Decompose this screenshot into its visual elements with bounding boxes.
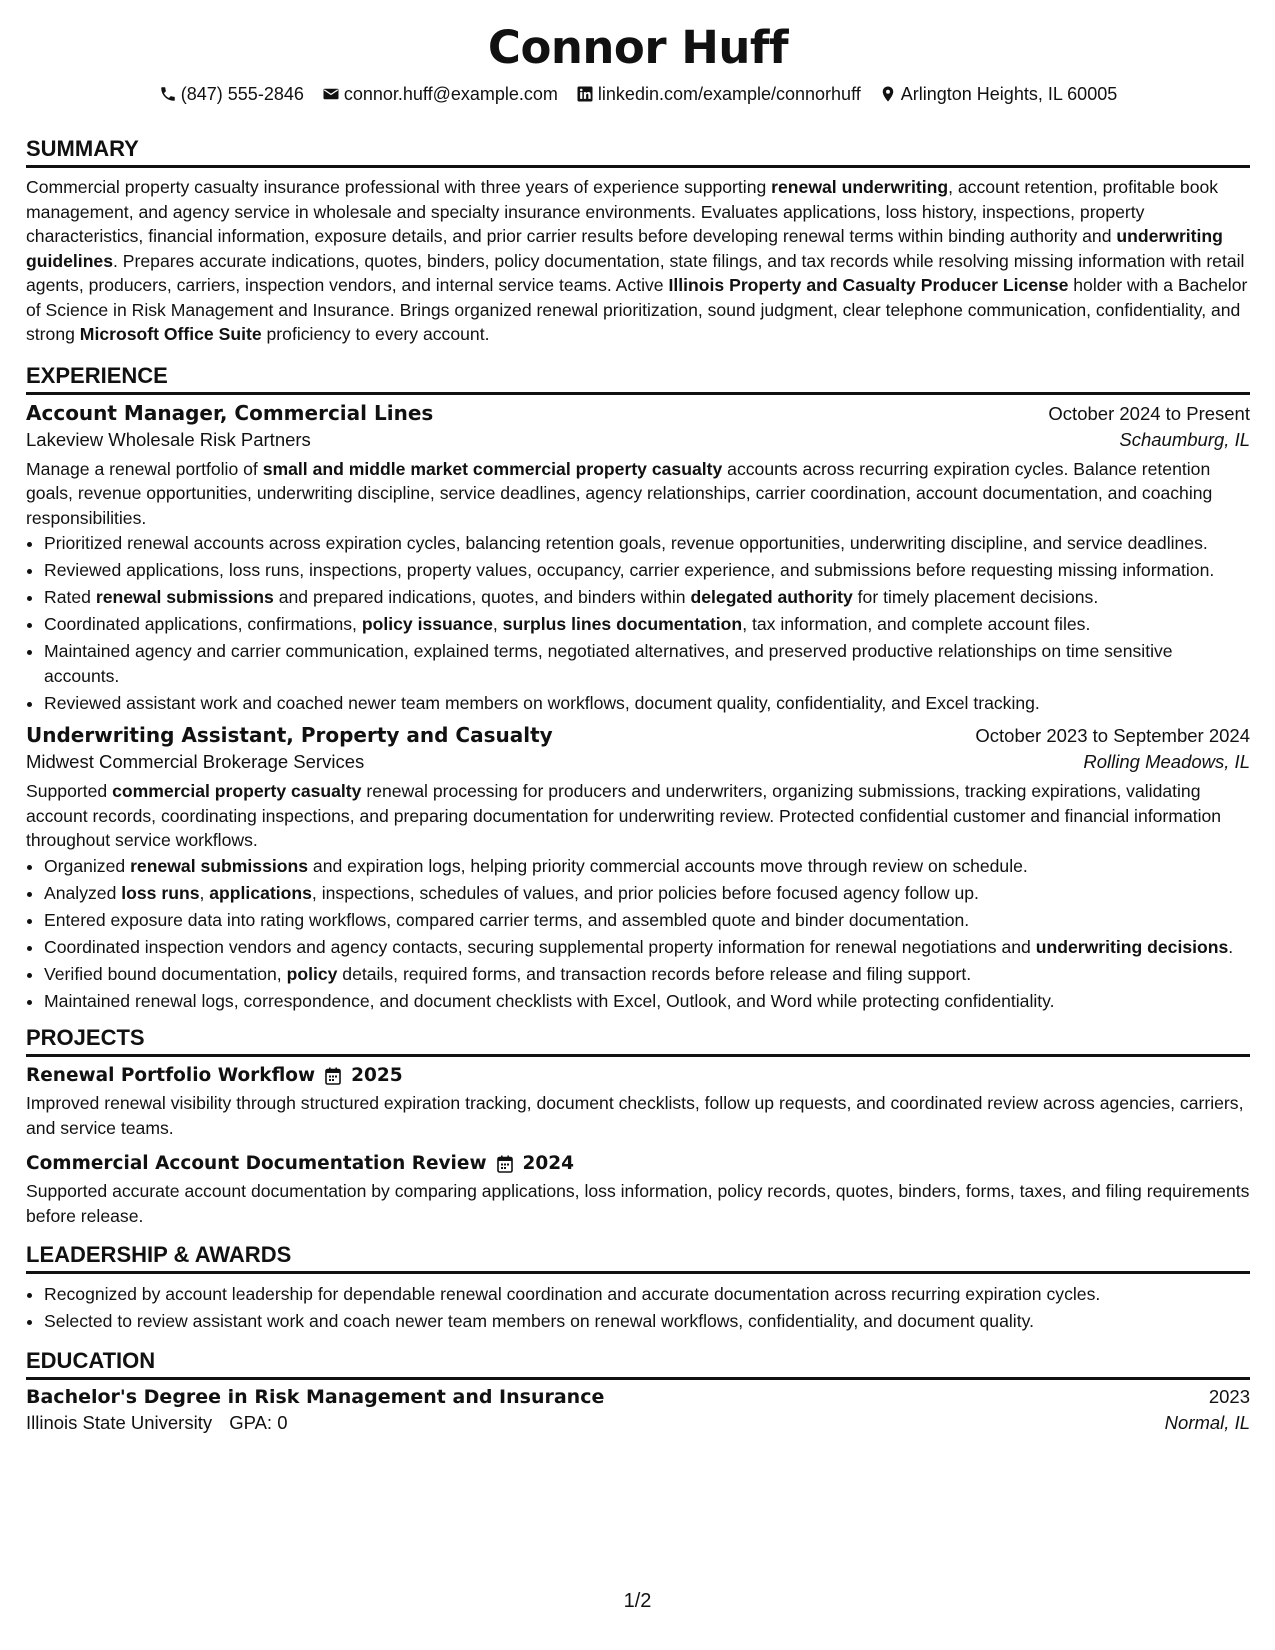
job-company: Midwest Commercial Brokerage Services: [26, 751, 365, 772]
school-location: Normal, IL: [1164, 1411, 1250, 1433]
contact-linkedin[interactable]: [576, 82, 861, 106]
list-item: • Recognized by account leadership for dependable renewal coordination and accurate documentation across recurring expiration cycles.: [44, 1282, 1250, 1307]
linkedin-link[interactable]: linkedin.com/example/connorhuff: [597, 84, 861, 104]
summary-text: Commercial property casualty insurance professional with three years of experience supporting renewal underwriting, account retention, profitable book management, and agency service in wholesale and specialty insurance environments. Evaluates applications, loss history, inspections, property characteristics, financial information, exposure details, and prior carrier results before developing renewal terms within binding authority and underwriting guidelines. Prepares accurate indications, quotes, binders, policy documentation, state filings, and tax records while resolving missing information with retail agents, producers, carriers, inspection vendors, and internal service teams. Active Illinois Property and Casualty Producer License holder with a Bachelor of Science in Risk Management and Insurance. Brings organized renewal prioritization, sound judgment, clear telephone communication, confidentiality, and strong Microsoft Office Suite proficiency to every account.: [26, 177, 1248, 344]
graduation-year: 2023: [1208, 1385, 1250, 1407]
education-section: [26, 1348, 1250, 1436]
section-title-education: EDUCATION: [26, 1348, 1250, 1380]
list-item: • Entered exposure data into rating workflows, compared carrier terms, and assembled quote and binder documentation.: [44, 908, 1250, 933]
contact-email[interactable]: [322, 82, 558, 106]
email-link[interactable]: connor.huff@example.com: [343, 84, 558, 104]
phone-icon: [159, 85, 177, 103]
list-item: • Reviewed applications, loss runs, inspections, property values, occupancy, carrier experience, and submissions before requesting missing information.: [44, 558, 1250, 583]
job-bullets: [26, 854, 1250, 1014]
project-description: Supported accurate account documentation by comparing applications, loss information, policy records, quotes, binders, forms, taxes, and filing requirements before release.: [26, 1181, 1250, 1226]
job-dates: October 2023 to September 2024: [975, 725, 1250, 746]
job-dates: October 2024 to Present: [1048, 402, 1250, 424]
job-location: Schaumburg, IL: [1119, 428, 1250, 450]
projects-section: [26, 1025, 1250, 1228]
contact-phone: [159, 82, 304, 106]
section-title-projects: PROJECTS: [26, 1025, 1250, 1057]
project-entry: [26, 1151, 1250, 1228]
school-name: Illinois State University: [26, 1411, 213, 1433]
job-title: Account Manager, Commercial Lines: [26, 400, 434, 425]
project-year: 2024: [522, 1153, 575, 1174]
calendar-icon: [497, 1155, 513, 1173]
section-title-leadership: LEADERSHIP & AWARDS: [26, 1242, 1250, 1274]
page-number: 1/2: [623, 1590, 652, 1612]
contact-location: [879, 82, 1117, 106]
list-item: • Selected to review assistant work and coach newer team members on renewal workflows, confidentiality, and document quality.: [44, 1309, 1250, 1334]
job-bullets: [26, 531, 1250, 715]
degree-title: Bachelor's Degree in Risk Management and Insurance: [26, 1385, 605, 1408]
list-item: • Verified bound documentation, policy details, required forms, and transaction records before release and filing support.: [44, 962, 1250, 987]
job-description: Manage a renewal portfolio of small and middle market commercial property casualty accounts across recurring expiration cycles. Balance retention goals, revenue opportunities, underwriting discipline, service deadlines, agency relationships, carrier coordination, account documentation, and coaching responsibilities.: [26, 458, 1213, 528]
list-item: • Organized renewal submissions and expiration logs, helping priority commercial accounts move through review on schedule.: [44, 854, 1250, 879]
experience-section: [26, 363, 1250, 1014]
project-entry: [26, 1063, 1250, 1140]
envelope-icon: [322, 85, 340, 103]
list-item: • Maintained renewal logs, correspondence, and document checklists with Excel, Outlook, and Word while protecting confidentiality.: [44, 989, 1250, 1014]
project-name: Renewal Portfolio Workflow: [26, 1065, 316, 1086]
project-name: Commercial Account Documentation Review: [26, 1153, 487, 1174]
job-entry: [26, 723, 1250, 1013]
section-title-summary: SUMMARY: [26, 136, 1250, 168]
job-title: Underwriting Assistant, Property and Casualty: [26, 723, 553, 747]
phone-text: (847) 555-2846: [180, 84, 304, 104]
leadership-bullets: [26, 1282, 1250, 1334]
list-item: • Reviewed assistant work and coached newer team members on workflows, document quality, confidentiality, and Excel tracking.: [44, 691, 1250, 716]
job-description: Supported commercial property casualty renewal processing for producers and underwriters, organizing submissions, tracking expirations, validating account records, coordinating inspections, and preparing documentation for underwriting review. Protected confidential customer and financial information throughout service workflows.: [26, 781, 1222, 850]
list-item: • Rated renewal submissions and prepared indications, quotes, and binders within delegated authority for timely placement decisions.: [44, 585, 1250, 610]
calendar-icon: [325, 1067, 341, 1085]
gpa-text: GPA: 0: [229, 1411, 288, 1433]
list-item: • Prioritized renewal accounts across expiration cycles, balancing retention goals, revenue opportunities, underwriting discipline, and service deadlines.: [44, 531, 1250, 556]
summary-section: [26, 136, 1250, 347]
section-title-experience: EXPERIENCE: [26, 363, 1250, 395]
leadership-section: [26, 1242, 1250, 1334]
candidate-name: Connor Huff: [487, 21, 789, 74]
linkedin-icon: [576, 85, 594, 103]
map-pin-icon: [879, 85, 897, 103]
location-text: Arlington Heights, IL 60005: [900, 84, 1118, 104]
list-item: • Coordinated inspection vendors and agency contacts, securing supplemental property information for renewal negotiations and underwriting decisions.: [44, 935, 1250, 960]
list-item: • Analyzed loss runs, applications, inspections, schedules of values, and prior policies before focused agency follow up.: [44, 881, 1250, 906]
project-year: 2025: [351, 1065, 403, 1086]
job-entry: [26, 401, 1250, 716]
list-item: • Maintained agency and carrier communication, explained terms, negotiated alternatives, and preserved productive relationships on time sensitive accounts.: [44, 639, 1250, 688]
job-location: Rolling Meadows, IL: [1083, 751, 1250, 772]
list-item: • Coordinated applications, confirmations, policy issuance, surplus lines documentation, tax information, and complete account files.: [44, 612, 1250, 637]
resume-page: [26, 20, 1250, 1436]
project-description: Improved renewal visibility through structured expiration tracking, document checklists, follow up requests, and coordinated review across agencies, carriers, and service teams.: [26, 1093, 1244, 1138]
job-company: Lakeview Wholesale Risk Partners: [26, 428, 311, 450]
contact-bar: [26, 82, 1250, 106]
